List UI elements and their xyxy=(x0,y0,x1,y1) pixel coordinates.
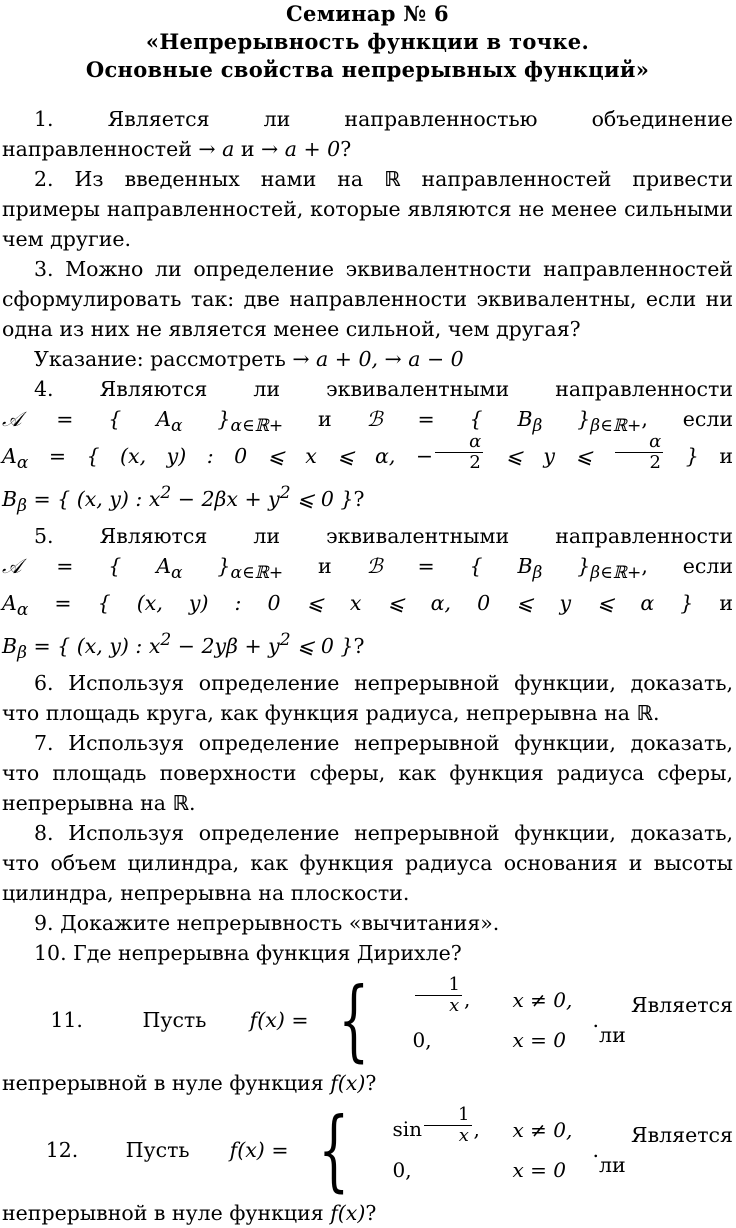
problem-8 xyxy=(2,818,733,908)
problem-6 xyxy=(2,668,733,728)
problem-4-def-a-sub: α xyxy=(16,453,29,474)
problem-3 xyxy=(2,254,733,344)
problem-12-question: Является ли xyxy=(599,1123,733,1178)
problem-11-let: Пусть xyxy=(142,1008,207,1033)
problem-5-sup-1: 2 xyxy=(160,630,172,651)
problem-11-frac-den: x xyxy=(449,995,460,1017)
problem-5 xyxy=(2,521,733,668)
problem-12-number: 12. xyxy=(45,1138,79,1163)
problem-4-end: ? xyxy=(353,487,365,512)
problem-11-case-1-value xyxy=(381,974,481,1017)
problem-4-and-2: и xyxy=(719,444,733,469)
problem-4-def-a-body: = { (x, y) : 0 ⩽ x ⩽ α, − xyxy=(28,444,434,469)
problem-4-index-b: β∈ℝ+ xyxy=(590,416,642,437)
problem-7-text: 7. Используя определение непрерывной функции, доказать, что площадь поверхности сферы, как функция радиуса сферы, непрерывна на xyxy=(2,731,733,816)
problem-11-fx: f(x) = xyxy=(249,1008,309,1033)
problem-5-and-2: и xyxy=(693,591,733,616)
problem-5-def-a-sub: α xyxy=(16,600,29,621)
problem-12-case-2-value: 0, xyxy=(392,1158,412,1183)
problem-4-index-a: α∈ℝ+ xyxy=(230,416,284,437)
problem-11-number: 11. xyxy=(50,1008,83,1033)
problem-11 xyxy=(2,968,733,1072)
problem-12-case-2-cond: x = 0 xyxy=(512,1158,566,1183)
problem-11-comma: , xyxy=(463,987,471,1012)
problem-4-def-a xyxy=(2,431,720,474)
title-line-1: Семинар № 6 xyxy=(286,1,449,26)
problem-5-def-b-sub: β xyxy=(17,643,27,664)
problem-9 xyxy=(2,908,733,938)
problem-5-set-a xyxy=(2,554,284,584)
left-brace-icon: { xyxy=(337,968,369,1072)
problem-12-case-1-value xyxy=(361,1104,481,1147)
problem-5-set-b-close: } xyxy=(542,554,591,579)
problem-12-tail-text: непрерывной в нуле функция xyxy=(2,1201,331,1226)
problem-5-and: и xyxy=(283,554,367,579)
problem-5-def-b xyxy=(2,630,354,664)
problem-4-set-a-head: 𝒜 = { A xyxy=(2,407,171,431)
problem-1-and: и xyxy=(234,137,262,161)
hint xyxy=(2,344,733,374)
problem-4-def-a-mid: ⩽ y ⩽ xyxy=(485,444,614,469)
problem-11-dot: . xyxy=(592,1008,600,1033)
problem-4-frac-1 xyxy=(435,432,483,473)
problem-11-frac-num: 1 xyxy=(415,975,462,996)
problem-12-tail-math: f(x) xyxy=(330,1201,366,1226)
problem-12-frac-num: 1 xyxy=(424,1105,471,1126)
problem-11-tail-text: непрерывной в нуле функция xyxy=(2,1071,331,1096)
problem-4-and: и xyxy=(283,407,367,431)
problem-4-def-b-close: ⩽ 0 } xyxy=(290,487,354,512)
problem-10 xyxy=(2,938,733,968)
title-line-2: «Непрерывность функции в точке. xyxy=(145,29,590,54)
problem-4-frac-1-den: 2 xyxy=(469,452,481,474)
problem-11-case-2 xyxy=(381,1020,566,1060)
problem-4-def-b-mid: − 2βx + y xyxy=(171,487,280,512)
problem-5-set-b xyxy=(366,554,642,584)
problem-7-end: . xyxy=(188,791,196,816)
problem-10-text: 10. Где непрерывна функция Дирихле? xyxy=(34,941,462,966)
problem-5-def-a-head: A xyxy=(2,591,17,616)
problem-11-case-2-cond: x = 0 xyxy=(512,1028,566,1053)
problem-1-math-2: → a + 0 xyxy=(261,137,341,161)
problem-5-sub-beta: β xyxy=(532,563,543,584)
problem-12-tail xyxy=(2,1198,733,1228)
problem-11-frac xyxy=(415,975,462,1016)
problem-1-math-1: → a xyxy=(198,137,235,161)
problem-11-tail-math: f(x) xyxy=(330,1071,366,1096)
problem-2-reals: ℝ xyxy=(384,167,401,191)
problem-1 xyxy=(2,104,733,164)
problem-12-end: ? xyxy=(365,1201,377,1226)
problem-4-def-b-sub: β xyxy=(17,496,27,517)
title-line-3: Основные свойства непрерывных функций» xyxy=(85,57,650,82)
problem-4-def-b xyxy=(2,483,354,517)
problem-5-sup-2: 2 xyxy=(279,630,291,651)
problem-3-text: 3. Можно ли определение эквивалентности направленностей сформулировать так: две направленности эквивалентны, если ни одна из них не является менее сильной, чем другая? xyxy=(2,257,733,341)
problem-list xyxy=(2,104,733,1228)
problem-12-cases xyxy=(361,1104,573,1190)
problem-7 xyxy=(2,728,733,818)
problem-12-fx: f(x) = xyxy=(229,1138,289,1163)
problem-4-text: 4. Являются ли эквивалентными направленности xyxy=(34,377,733,401)
problem-2-text: 2. Из введенных нами на xyxy=(34,167,385,191)
problem-11-case-2-value: 0, xyxy=(412,1028,432,1053)
problem-5-set-a-close: } xyxy=(182,554,231,579)
problem-2-rest: направленностей привести примеры направленностей, которые являются не менее сильными чем другие. xyxy=(2,167,733,251)
problem-5-sub-alpha: α xyxy=(171,563,183,584)
problem-4-frac-2 xyxy=(615,432,663,473)
problem-12-case-1-cond: x ≠ 0, xyxy=(512,1118,573,1143)
problem-4-set-b-close: } xyxy=(542,407,591,431)
problem-4-frac-2-den: 2 xyxy=(649,452,661,474)
problem-11-case-1 xyxy=(381,974,573,1020)
problem-5-def-b-mid: − 2yβ + y xyxy=(171,634,280,659)
problem-5-def-b-head: B xyxy=(2,634,18,659)
problem-5-def-a xyxy=(2,591,694,621)
problem-4-if: , если xyxy=(641,407,734,431)
problem-11-tail xyxy=(2,1068,733,1098)
problem-6-text: 6. Используя определение непрерывной функции, доказать, что площадь круга, как функция радиуса, непрерывна на xyxy=(2,671,733,726)
problem-5-end: ? xyxy=(353,634,365,659)
problem-12-comma: , xyxy=(473,1117,480,1142)
problem-5-set-b-head: ℬ = { B xyxy=(366,554,533,579)
problem-12 xyxy=(2,1098,733,1202)
problem-4 xyxy=(2,374,733,521)
problem-4-frac-2-num: α xyxy=(615,432,663,453)
problem-11-cases xyxy=(381,974,573,1060)
problem-12-let: Пусть xyxy=(125,1138,190,1163)
problem-8-text: 8. Используя определение непрерывной функции, доказать, что объем цилиндра, как функция радиуса основания и высоты цилиндра, непрерывна на плоскости. xyxy=(2,821,733,906)
problem-4-set-b-head: ℬ = { B xyxy=(366,407,533,431)
problem-6-reals: ℝ xyxy=(636,701,653,726)
problem-5-if: , если xyxy=(641,554,734,579)
problem-6-end: . xyxy=(652,701,660,726)
problem-4-def-a-close: } xyxy=(665,444,720,469)
problem-4-set-b xyxy=(366,407,642,437)
problem-12-frac-den: x xyxy=(458,1125,469,1147)
problem-4-set-a-close: } xyxy=(182,407,231,431)
problem-4-def-b-body: = { (x, y) : x xyxy=(26,487,161,512)
page-title xyxy=(2,0,733,84)
problem-11-end: ? xyxy=(365,1071,377,1096)
problem-12-case-1 xyxy=(361,1104,573,1150)
problem-12-frac xyxy=(424,1105,471,1146)
left-brace-icon: { xyxy=(317,1098,349,1202)
problem-5-text: 5. Являются ли эквивалентными направленности xyxy=(34,524,733,549)
problem-12-sin: sin xyxy=(392,1117,423,1142)
problem-5-def-a-body: = { (x, y) : 0 ⩽ x ⩽ α, 0 ⩽ y ⩽ α } xyxy=(28,591,694,616)
problem-9-text: 9. Докажите непрерывность «вычитания». xyxy=(34,911,500,936)
problem-5-index-a: α∈ℝ+ xyxy=(230,563,284,584)
problem-4-frac-1-num: α xyxy=(435,432,483,453)
problem-2 xyxy=(2,164,733,254)
problem-1-text: 1. Является ли направленностью объединение направленностей xyxy=(2,107,733,161)
problem-4-sub-alpha: α xyxy=(171,416,183,437)
problem-7-reals: ℝ xyxy=(172,791,189,816)
problem-4-sup-1: 2 xyxy=(160,483,172,504)
problem-5-def-b-close: ⩽ 0 } xyxy=(290,634,354,659)
problem-4-def-b-head: B xyxy=(2,487,18,512)
problem-5-set-a-head: 𝒜 = { A xyxy=(2,554,171,579)
problem-5-def-b-body: = { (x, y) : x xyxy=(26,634,161,659)
problem-12-dot: . xyxy=(592,1138,600,1163)
problem-11-case-1-cond: x ≠ 0, xyxy=(512,988,573,1013)
problem-12-case-2 xyxy=(361,1150,566,1190)
hint-text: Указание: рассмотреть xyxy=(34,347,293,371)
problem-1-end: ? xyxy=(340,137,352,161)
problem-4-sub-beta: β xyxy=(532,416,543,437)
problem-4-sup-2: 2 xyxy=(279,483,291,504)
problem-11-question: Является ли xyxy=(599,993,733,1048)
problem-4-def-a-head: A xyxy=(2,444,17,469)
problem-4-set-a xyxy=(2,407,284,437)
hint-math: → a + 0, → a − 0 xyxy=(292,347,464,371)
problem-5-index-b: β∈ℝ+ xyxy=(590,563,642,584)
